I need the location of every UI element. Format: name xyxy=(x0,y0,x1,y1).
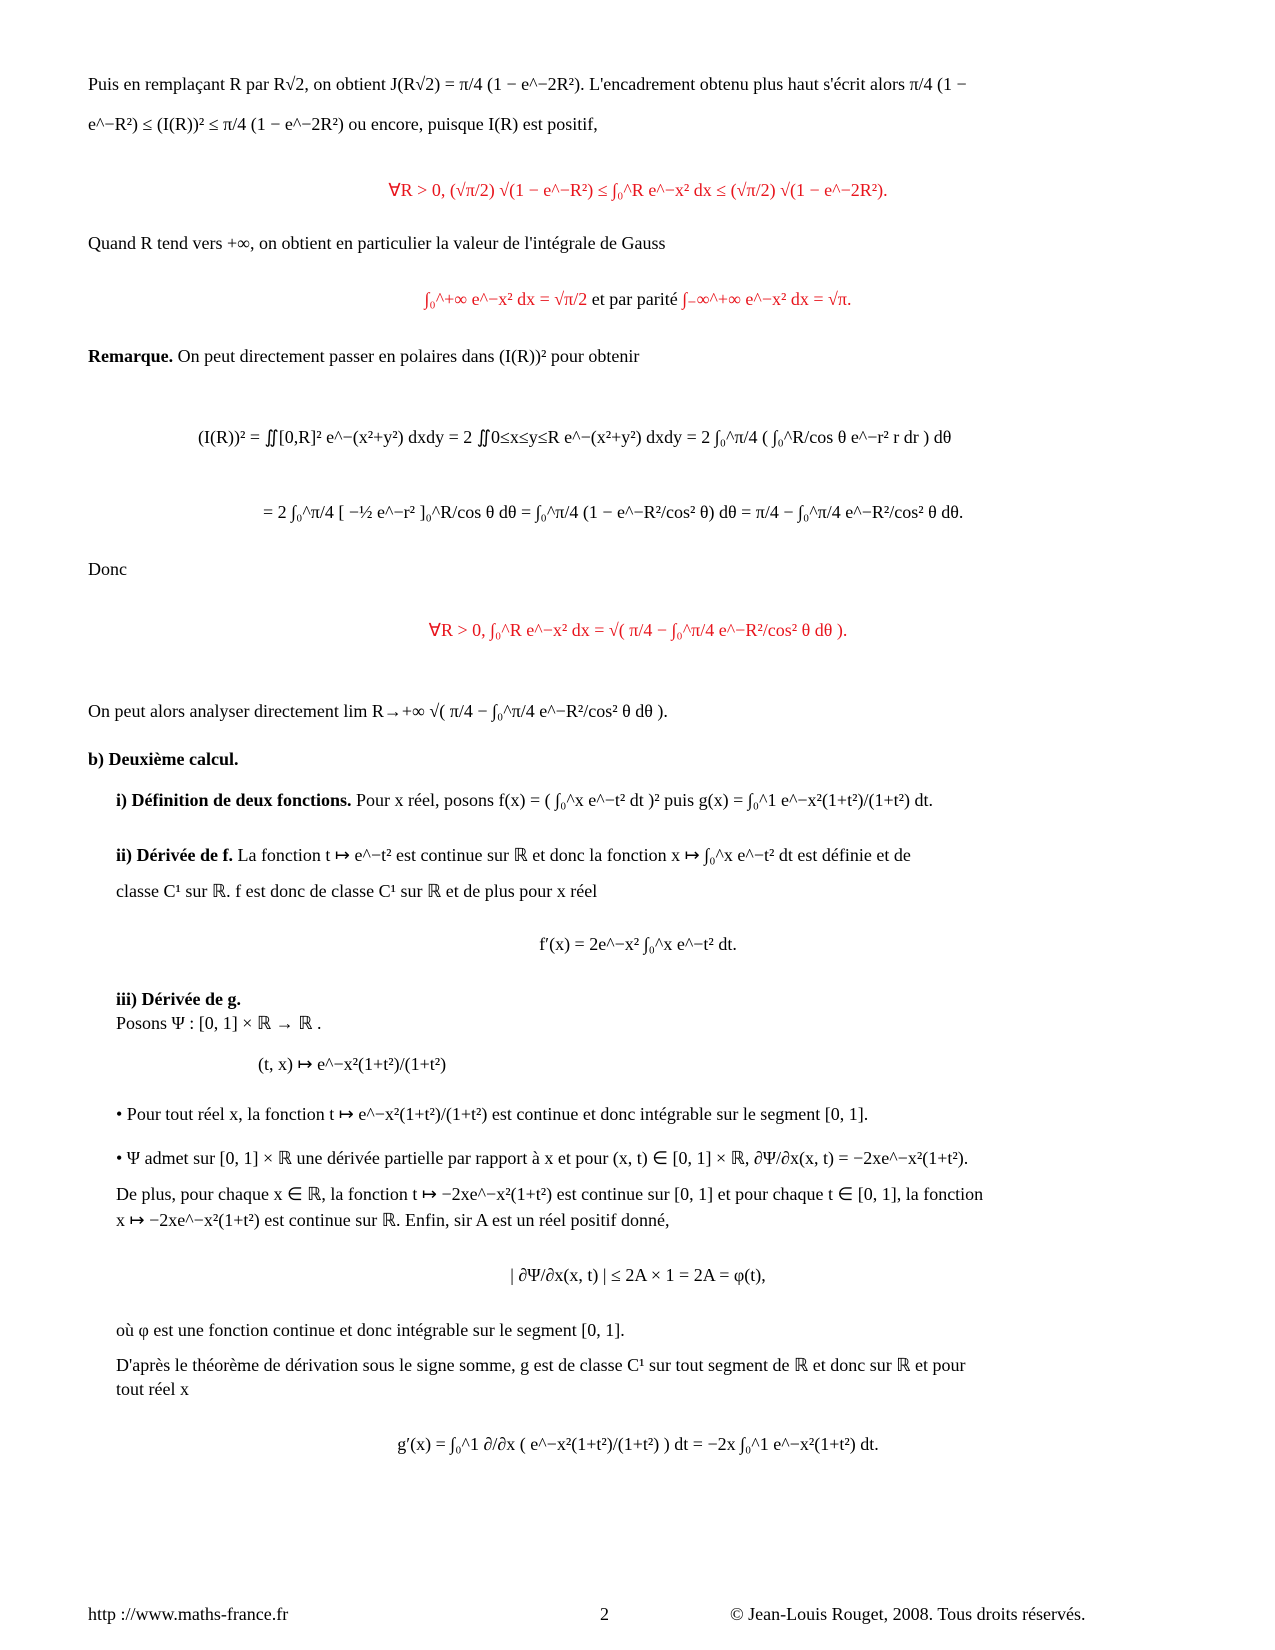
subsection-i xyxy=(116,788,933,812)
equation-gauss xyxy=(88,287,1188,311)
paragraph-continuity-3: x ↦ −2xe^−x²(1+t²) est continue sur ℝ. Enfin, sir A est un réel positif donné, xyxy=(116,1210,670,1230)
paragraph-lim: On peut alors analyser directement lim R→+∞ √( π/4 − ∫₀^π/4 e^−R²/cos² θ dθ ). xyxy=(88,701,668,721)
footer-copyright: © Jean-Louis Rouget, 2008. Tous droits réservés. xyxy=(730,1604,1086,1624)
paragraph-continuity-2: De plus, pour chaque x ∈ ℝ, la fonction t ↦ −2xe^−x²(1+t²) est continue sur [0, 1] et pour chaque t ∈ [0, 1], la fonction xyxy=(116,1184,984,1204)
section-b-heading: b) Deuxième calcul. xyxy=(88,749,239,769)
paragraph-gauss: Quand R tend vers +∞, on obtient en particulier la valeur de l'intégrale de Gauss xyxy=(88,233,666,253)
equation-polar-2: = 2 ∫₀^π/4 [ −½ e^−r² ]₀^R/cos θ dθ = ∫₀^π/4 (1 − e^−R²/cos² θ) dθ = π/4 − ∫₀^π/4 e^−R²/cos² θ dθ. xyxy=(263,502,964,522)
gauss-full-integral: ∫₋∞^+∞ e^−x² dx = √π. xyxy=(682,289,852,309)
paragraph-1: Puis en remplaçant R par R√2, on obtient J(R√2) = π/4 (1 − e^−2R²). L'encadrement obtenu plus haut s'écrit alors π/4 (1 − xyxy=(88,74,967,94)
remarque xyxy=(88,344,639,368)
bullet-continuity: • Pour tout réel x, la fonction t ↦ e^−x²(1+t²)/(1+t²) est continue et donc intégrable sur le segment [0, 1]. xyxy=(116,1104,869,1124)
subsection-iii-title: iii) Dérivée de g. xyxy=(116,989,241,1009)
equation-result: ∀R > 0, ∫₀^R e^−x² dx = √( π/4 − ∫₀^π/4 e^−R²/cos² θ dθ ). xyxy=(428,620,848,640)
equation-g-prime: g′(x) = ∫₀^1 ∂/∂x ( e^−x²(1+t²)/(1+t²) ) dt = −2x ∫₀^1 e^−x²(1+t²) dt. xyxy=(397,1434,879,1454)
document-page xyxy=(88,0,1188,1650)
equation-f-prime: f′(x) = 2e^−x² ∫₀^x e^−t² dt. xyxy=(539,934,737,954)
remarque-title: Remarque. xyxy=(88,346,174,366)
gauss-parity-text: et par parité xyxy=(591,289,678,309)
subsection-ii-text-2: classe C¹ sur ℝ. f est donc de classe C¹ sur ℝ et de plus pour x réel xyxy=(116,881,598,901)
gauss-half-integral: ∫₀^+∞ e^−x² dx = √π/2 xyxy=(424,289,588,309)
psi-definition-1: Posons Ψ : [0, 1] × ℝ → ℝ . xyxy=(116,1013,322,1033)
psi-definition-2: (t, x) ↦ e^−x²(1+t²)/(1+t²) xyxy=(258,1054,447,1074)
subsection-i-title: i) Définition de deux fonctions. xyxy=(116,790,352,810)
equation-domination: | ∂Ψ/∂x(x, t) | ≤ 2A × 1 = 2A = φ(t), xyxy=(510,1265,766,1285)
subsection-i-text: Pour x réel, posons f(x) = ( ∫₀^x e^−t² dt )² puis g(x) = ∫₀^1 e^−x²(1+t²)/(1+t²) dt. xyxy=(356,790,934,810)
paragraph-2: e^−R²) ≤ (I(R))² ≤ π/4 (1 − e^−2R²) ou encore, puisque I(R) est positif, xyxy=(88,114,598,134)
remarque-text: On peut directement passer en polaires dans (I(R))² pour obtenir xyxy=(177,346,640,366)
donc-label: Donc xyxy=(88,559,127,579)
subsection-ii-title: ii) Dérivée de f. xyxy=(116,845,233,865)
paragraph-phi: où φ est une fonction continue et donc intégrable sur le segment [0, 1]. xyxy=(116,1320,625,1340)
equation-polar-1: (I(R))² = ∬[0,R]² e^−(x²+y²) dxdy = 2 ∬0≤x≤y≤R e^−(x²+y²) dxdy = 2 ∫₀^π/4 ( ∫₀^R/cos θ e^−r² r dr ) dθ xyxy=(198,427,952,447)
footer-page-number: 2 xyxy=(600,1604,609,1624)
subsection-iii xyxy=(116,987,241,1011)
equation-encadrement: ∀R > 0, (√π/2) √(1 − e^−R²) ≤ ∫₀^R e^−x² dx ≤ (√π/2) √(1 − e^−2R²). xyxy=(388,180,888,200)
footer-url[interactable]: http ://www.maths-france.fr xyxy=(88,1604,289,1624)
paragraph-theorem-2: tout réel x xyxy=(116,1379,189,1399)
subsection-ii xyxy=(116,843,911,867)
subsection-ii-text: La fonction t ↦ e^−t² est continue sur ℝ et donc la fonction x ↦ ∫₀^x e^−t² dt est définie et de xyxy=(237,845,911,865)
section-b-title xyxy=(88,747,238,771)
paragraph-theorem: D'après le théorème de dérivation sous le signe somme, g est de classe C¹ sur tout segment de ℝ et donc sur ℝ et pour xyxy=(116,1355,966,1375)
bullet-partial-derivative: • Ψ admet sur [0, 1] × ℝ une dérivée partielle par rapport à x et pour (x, t) ∈ [0, 1] × ℝ, ∂Ψ/∂x(x, t) = −2xe^−x²(1+t²). xyxy=(116,1148,969,1168)
